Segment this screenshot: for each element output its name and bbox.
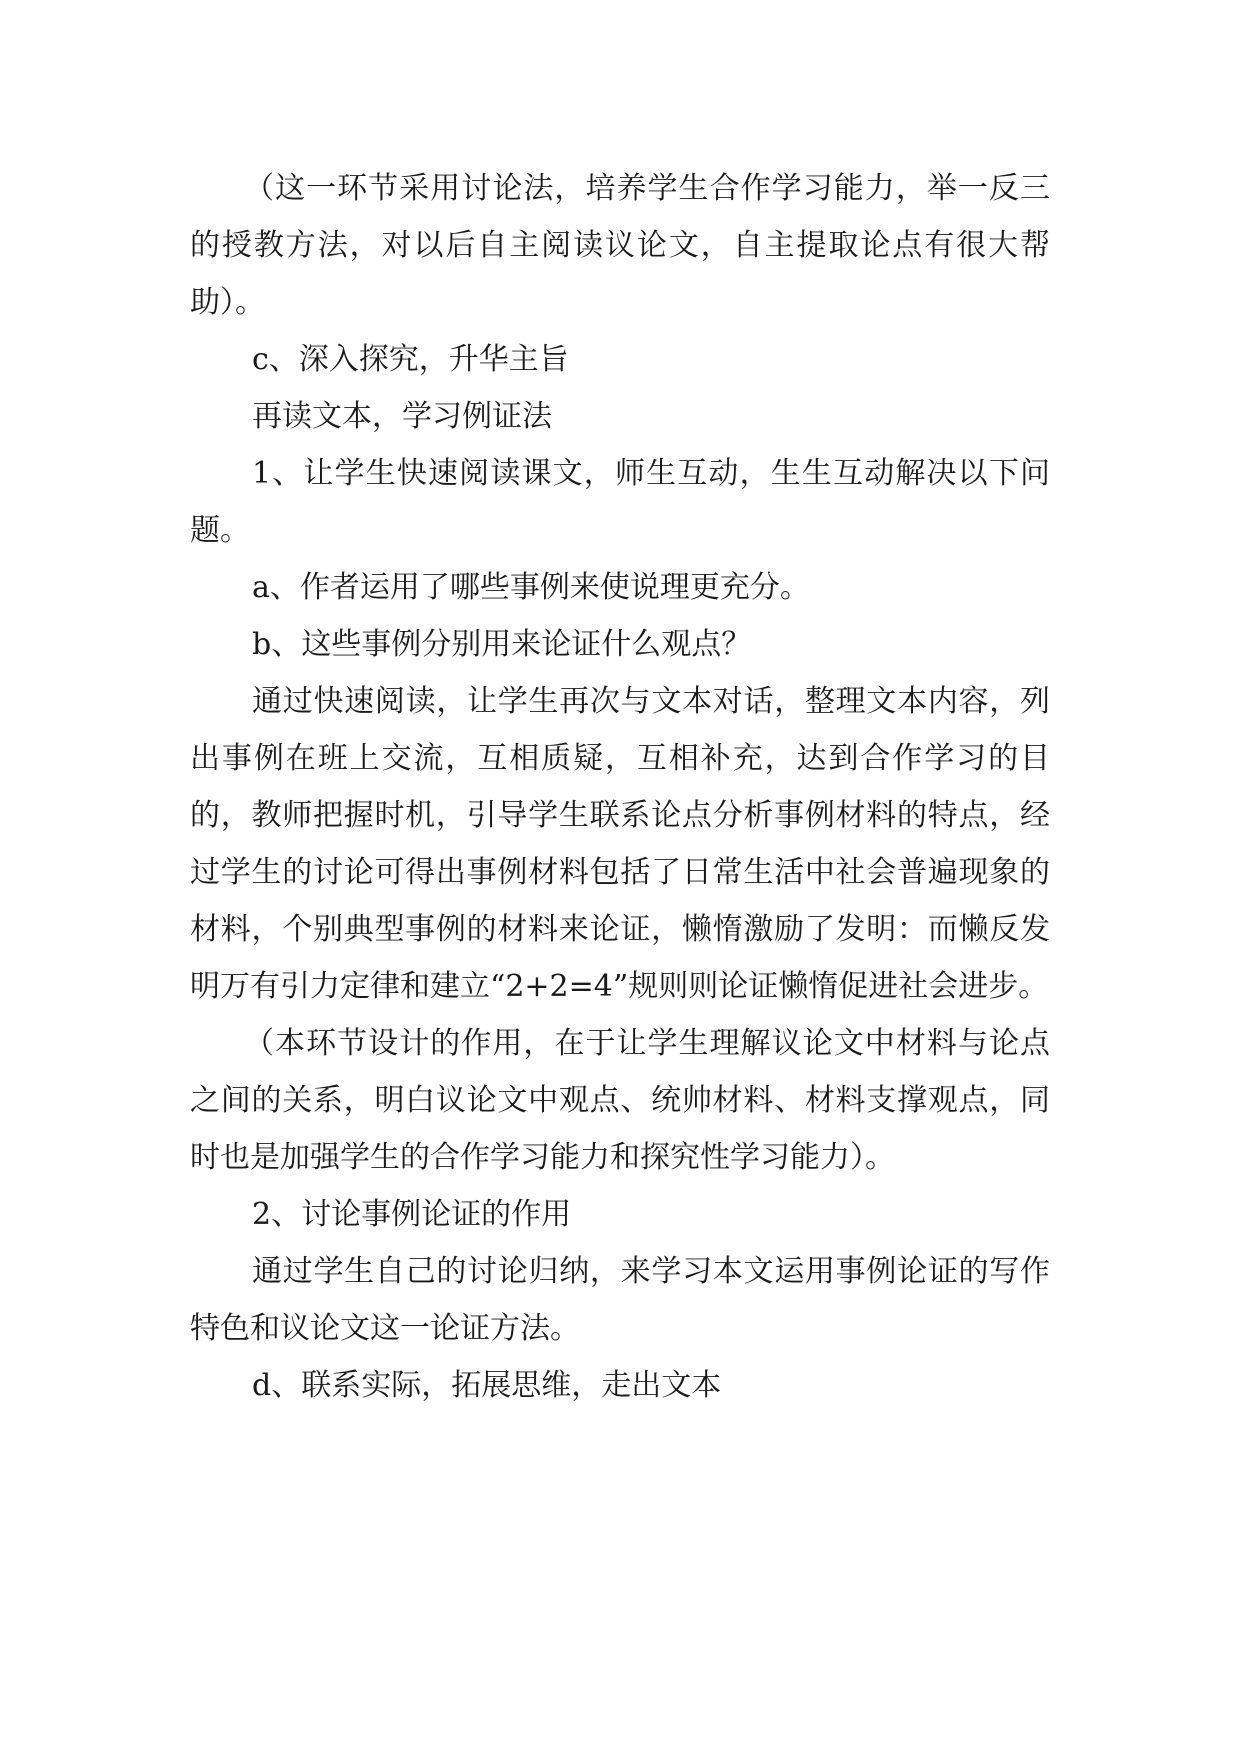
paragraph-summary: 通过学生自己的讨论归纳，来学习本文运用事例论证的写作特色和议论文这一论证方法。 xyxy=(190,1254,1050,1346)
section-heading-d: d、联系实际，拓展思维，走出文本 xyxy=(252,1368,722,1403)
question-a: a、作者运用了哪些事例来使说理更充分。 xyxy=(252,570,810,605)
paragraph-discussion-note: （这一环节采用讨论法，培养学生合作学习能力，举一反三的授教方法，对以后自主阅读议论文，自主提取论点有很大帮助）。 xyxy=(190,171,1050,320)
paragraph-step-1: 1、让学生快速阅读课文，师生互动，生生互动解决以下问题。 xyxy=(190,456,1050,548)
paragraph-step-2: 2、讨论事例论证的作用 xyxy=(252,1197,572,1232)
paragraph-fast-reading: 通过快速阅读，让学生再次与文本对话，整理文本内容，列出事例在班上交流，互相质疑，互相补充，达到合作学习的目的，教师把握时机，引导学生联系论点分析事例材料的特点，经过学生的讨论可得出事例材料包括了日常生活中社会普遍现象的材料，个别典型事例的材料来论证，懒惰激励了发明：而懒反发明万有引力定律和建立“2+2=4”规则则论证懒惰促进社会进步。 xyxy=(190,684,1050,1004)
section-heading-c: c、深入探究，升华主旨 xyxy=(252,342,569,377)
paragraph-design-note: （本环节设计的作用，在于让学生理解议论文中材料与论点之间的关系，明白议论文中观点、统帅材料、材料支撑观点，同时也是加强学生的合作学习能力和探究性学习能力）。 xyxy=(190,1026,1050,1175)
subheading-example-method: 再读文本，学习例证法 xyxy=(252,399,552,434)
document-page xyxy=(190,160,1050,1414)
question-b: b、这些事例分别用来论证什么观点？ xyxy=(252,627,752,662)
